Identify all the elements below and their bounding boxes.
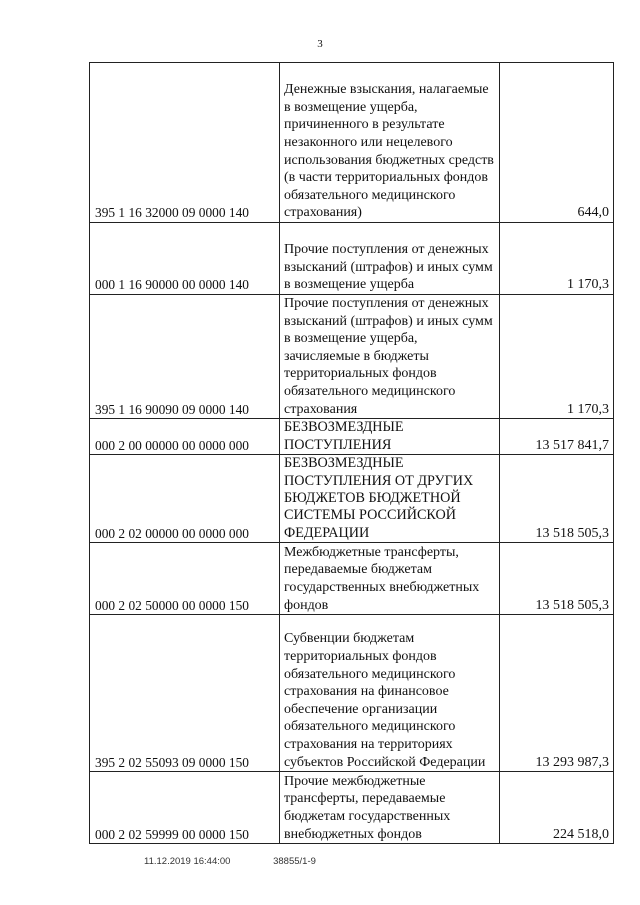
amount-cell: 1 170,3 (500, 295, 614, 419)
footer-timestamp: 11.12.2019 16:44:00 (144, 856, 231, 867)
amount-cell: 1 170,3 (500, 223, 614, 295)
budget-code-cell: 000 1 16 90000 00 0000 140 (90, 223, 280, 295)
budget-code-cell: 395 2 02 55093 09 0000 150 (90, 615, 280, 772)
table-row (90, 63, 614, 223)
table-row (90, 455, 614, 543)
page-number: 3 (317, 38, 323, 50)
table-row (90, 223, 614, 295)
revenue-name-cell: БЕЗВОЗМЕЗДНЫЕ ПОСТУПЛЕНИЯ (280, 419, 500, 455)
revenue-name-cell: Межбюджетные трансферты, передаваемые бюджетам государственных внебюджетных фондов (280, 543, 500, 615)
table-row (90, 543, 614, 615)
table-row (90, 615, 614, 772)
amount-cell: 224 518,0 (500, 772, 614, 844)
budget-code-cell: 395 1 16 90090 09 0000 140 (90, 295, 280, 419)
amount-cell: 644,0 (500, 63, 614, 223)
table-row (90, 295, 614, 419)
revenue-name-cell: БЕЗВОЗМЕЗДНЫЕ ПОСТУПЛЕНИЯ ОТ ДРУГИХ БЮДЖЕТОВ БЮДЖЕТНОЙ СИСТЕМЫ РОССИЙСКОЙ ФЕДЕРАЦИИ (280, 455, 500, 543)
budget-code-cell: 000 2 02 00000 00 0000 000 (90, 455, 280, 543)
revenue-name-cell: Субвенции бюджетам территориальных фондов обязательного медицинского страхования на финансовое обеспечение организации обязательного медицинского страхования на территориях субъектов Российской Федерации (280, 615, 500, 772)
amount-cell: 13 518 505,3 (500, 543, 614, 615)
table-row (90, 772, 614, 844)
table-row (90, 419, 614, 455)
revenue-name-cell: Прочие межбюджетные трансферты, передаваемые бюджетам государственных внебюджетных фондов (280, 772, 500, 844)
amount-cell: 13 293 987,3 (500, 615, 614, 772)
budget-code-cell: 000 2 02 50000 00 0000 150 (90, 543, 280, 615)
amount-cell: 13 517 841,7 (500, 419, 614, 455)
amount-cell: 13 518 505,3 (500, 455, 614, 543)
budget-code-cell: 000 2 00 00000 00 0000 000 (90, 419, 280, 455)
footer-document-id: 38855/1-9 (273, 856, 316, 867)
budget-code-cell: 395 1 16 32000 09 0000 140 (90, 63, 280, 223)
revenue-name-cell: Прочие поступления от денежных взысканий (штрафов) и иных сумм в возмещение ущерба, зачисляемые в бюджеты территориальных фондов обязательного медицинского страхования (280, 295, 500, 419)
budget-revenue-table (89, 62, 614, 844)
document-footer (144, 856, 316, 867)
revenue-name-cell: Прочие поступления от денежных взысканий (штрафов) и иных сумм в возмещение ущерба (280, 223, 500, 295)
revenue-name-cell: Денежные взыскания, налагаемые в возмещение ущерба, причиненного в результате незаконного или нецелевого использования бюджетных средств (в части территориальных фондов обязательного медицинского страхования) (280, 63, 500, 223)
budget-code-cell: 000 2 02 59999 00 0000 150 (90, 772, 280, 844)
